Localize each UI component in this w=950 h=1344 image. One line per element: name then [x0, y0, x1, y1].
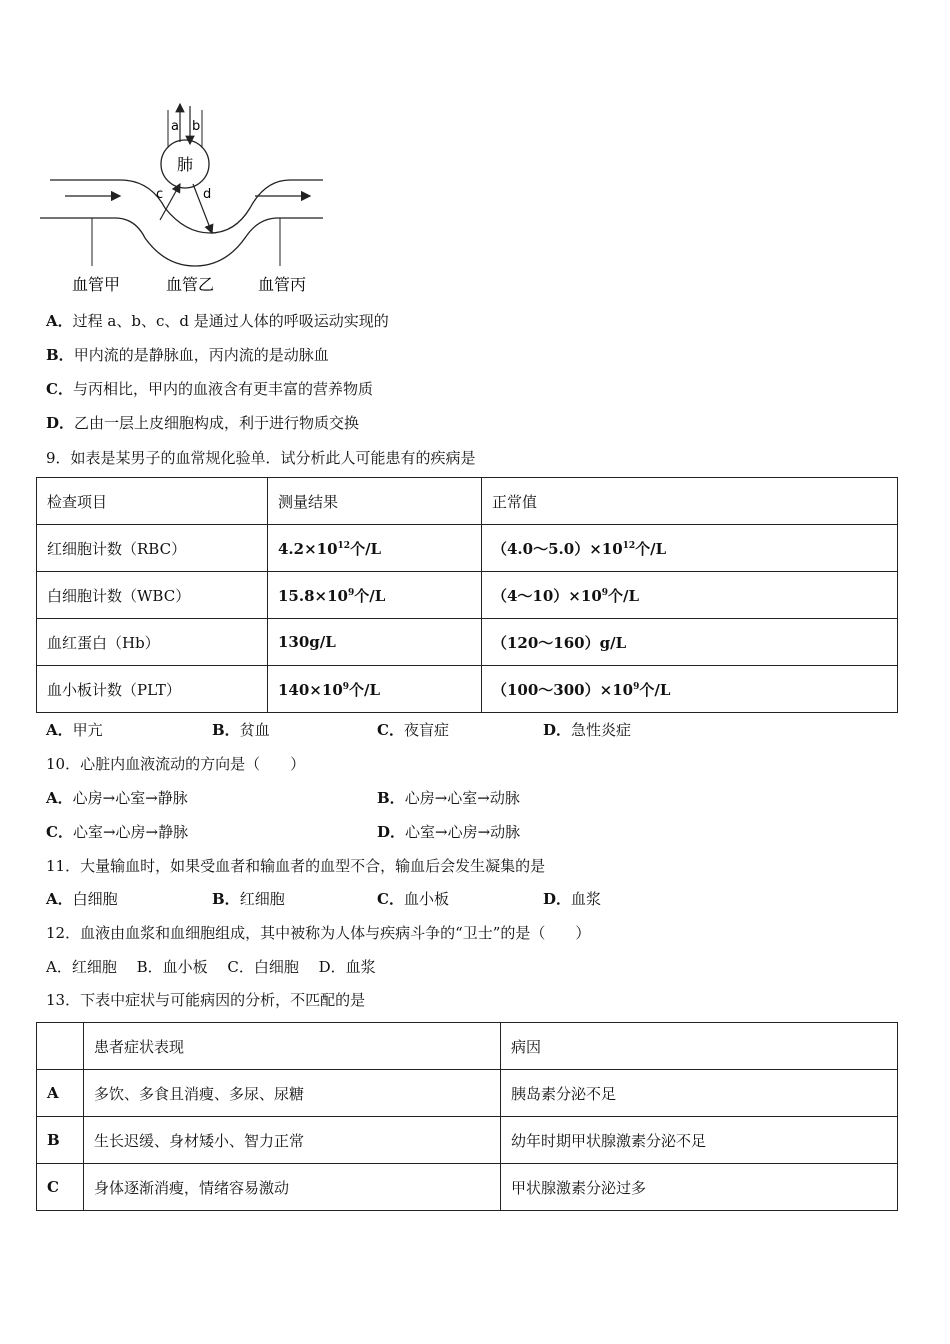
- label-a: a: [171, 119, 179, 134]
- q10-option-c: C．心室→心房→静脉: [46, 823, 189, 841]
- header-result: 测量结果: [268, 478, 482, 525]
- symptom-cause-table: [36, 1022, 898, 1211]
- q12-stem: 12．血液由血浆和血细胞组成，其中被称为人体与疾病斗争的“卫士”的是（ ）: [46, 924, 591, 942]
- lung-circulation-diagram: [40, 98, 340, 300]
- q9-option-a: A．甲亢: [46, 721, 103, 739]
- q10-stem: 10．心脏内血液流动的方向是（ ）: [46, 755, 306, 773]
- q8-option-c: C．与丙相比，甲内的血液含有更丰富的营养物质: [46, 380, 373, 398]
- vessel-label-yi: 血管乙: [165, 275, 215, 294]
- table-header-row: [37, 478, 898, 525]
- lung-label: 肺: [176, 155, 194, 174]
- label-c: c: [156, 187, 164, 202]
- header-cause: 病因: [501, 1023, 898, 1070]
- vessel-label-jia: 血管甲: [71, 275, 121, 294]
- q11-stem: 11．大量输血时，如果受血者和输血者的血型不合，输血后会发生凝集的是: [46, 857, 546, 875]
- q10-option-a: A．心房→心室→静脉: [46, 789, 188, 807]
- label-d: d: [203, 187, 212, 202]
- q9-option-d: D．急性炎症: [543, 721, 632, 739]
- table-row: C 身体逐渐消瘦，情绪容易激动 甲状腺激素分泌过多: [37, 1164, 898, 1211]
- table-row: 白细胞计数（WBC） $15.8\times 10^9$个/L $(4\sim 10)\times 10^9$个/L: [37, 572, 898, 619]
- table-row: 红细胞计数（RBC） $4.2\times 10^{12}$个/L $(4.0\sim 5.0)\times 10^{12}$个/L: [37, 525, 898, 572]
- q8-option-d: D．乙由一层上皮细胞构成，利于进行物质交换: [46, 414, 360, 432]
- table-row: B 生长迟缓、身材矮小、智力正常 幼年时期甲状腺激素分泌不足: [37, 1117, 898, 1164]
- header-normal: 正常值: [482, 478, 898, 525]
- q11-option-b: B．红细胞: [212, 890, 285, 908]
- q11-option-a: A．白细胞: [46, 890, 118, 908]
- table-row: 血小板计数（PLT） $140\times 10^9$个/L $(100\sim 300)\times 10^9$个/L: [37, 666, 898, 713]
- q10-option-d: D．心室→心房→动脉: [377, 823, 521, 841]
- vessel-label-bing: 血管丙: [257, 275, 307, 294]
- q13-stem: 13．下表中症状与可能病因的分析，不匹配的是: [46, 991, 366, 1009]
- q8-option-b: B．甲内流的是静脉血，丙内流的是动脉血: [46, 346, 329, 364]
- label-b: b: [192, 119, 201, 134]
- q11-option-c: C．血小板: [377, 890, 449, 908]
- table-row: A 多饮、多食且消瘦、多尿、尿糖 胰岛素分泌不足: [37, 1070, 898, 1117]
- q12-options: A．红细胞 B．血小板 C．白细胞 D．血浆: [46, 958, 376, 976]
- q9-option-b: B．贫血: [212, 721, 270, 739]
- table-header-row: [37, 1023, 898, 1070]
- q8-option-a: A．过程 a、b、c、d 是通过人体的呼吸运动实现的: [46, 312, 389, 330]
- blood-test-table: [36, 477, 898, 713]
- q10-option-b: B．心房→心室→动脉: [377, 789, 520, 807]
- header-symptom: 患者症状表现: [84, 1023, 501, 1070]
- q9-stem: 9．如表是某男子的血常规化验单．试分析此人可能患有的疾病是: [46, 449, 476, 467]
- q11-option-d: D．血浆: [543, 890, 602, 908]
- table-row: 血红蛋白（Hb） 130g/L （120～160）g/L: [37, 619, 898, 666]
- q9-option-c: C．夜盲症: [377, 721, 449, 739]
- header-item: 检查项目: [37, 478, 268, 525]
